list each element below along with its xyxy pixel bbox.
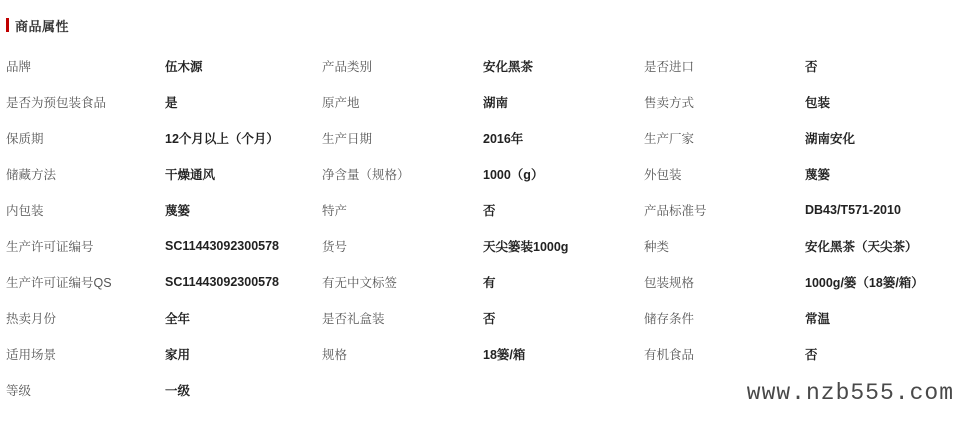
table-row (0, 156, 962, 192)
attribute-value: 包装 (805, 96, 831, 110)
attribute-value: SC11443092300578 (165, 275, 280, 289)
attribute-label: 有机食品 (644, 348, 695, 362)
attribute-label: 品牌 (6, 60, 32, 74)
attribute-value: 18篓/箱 (483, 348, 526, 362)
attribute-value: 2016年 (483, 132, 524, 146)
attribute-label: 外包装 (644, 168, 682, 182)
section-header (0, 0, 962, 46)
attribute-value: 安化黑茶 (483, 60, 534, 74)
attribute-value (483, 372, 644, 408)
attribute-label: 特产 (322, 204, 348, 218)
attribute-label: 生产许可证编号 (6, 240, 94, 254)
accent-bar-icon (6, 18, 9, 32)
attribute-label: 生产日期 (322, 132, 373, 146)
attribute-value: 否 (805, 60, 818, 74)
attribute-label: 种类 (644, 240, 670, 254)
attribute-label: 储藏方法 (6, 168, 57, 182)
table-row (0, 48, 962, 84)
attribute-value: 湖南 (483, 96, 509, 110)
attribute-value: 湖南安化 (805, 132, 856, 146)
table-row (0, 192, 962, 228)
attribute-label: 生产厂家 (644, 132, 695, 146)
attribute-value: DB43/T571-2010 (805, 203, 901, 217)
table-row (0, 84, 962, 120)
attribute-label: 包装规格 (644, 276, 695, 290)
attribute-value: 蔑篓 (165, 204, 191, 218)
site-watermark: www.nzb555.com (746, 380, 954, 406)
attribute-label: 是否进口 (644, 60, 695, 74)
attribute-value: 1000（g） (483, 168, 544, 182)
attribute-value: 否 (483, 312, 496, 326)
table-row (0, 228, 962, 264)
page-title: 商品属性 (15, 18, 70, 34)
attribute-value: 干燥通风 (165, 168, 216, 182)
attribute-label: 热卖月份 (6, 312, 57, 326)
attribute-value: 常温 (805, 312, 831, 326)
attribute-value: 一级 (165, 384, 191, 398)
attribute-value: 天尖篓装1000g (483, 240, 569, 254)
attribute-label: 规格 (322, 348, 348, 362)
attribute-value: 12个月以上（个月） (165, 132, 279, 146)
attribute-label: 是否礼盒装 (322, 312, 385, 326)
attributes-table (0, 48, 962, 408)
attribute-label: 是否为预包装食品 (6, 96, 107, 110)
attribute-value: 否 (805, 348, 818, 362)
attribute-label: 原产地 (322, 96, 360, 110)
attribute-value: 家用 (165, 348, 191, 362)
table-row (0, 264, 962, 300)
attribute-value: 全年 (165, 312, 191, 326)
attribute-value: SC11443092300578 (165, 239, 280, 253)
attribute-label: 储存条件 (644, 312, 695, 326)
attribute-label: 售卖方式 (644, 96, 695, 110)
table-row (0, 300, 962, 336)
attribute-label: 生产许可证编号QS (6, 276, 112, 290)
attribute-label: 净含量（规格） (322, 168, 410, 182)
attribute-label: 等级 (6, 384, 32, 398)
attribute-label: 产品类别 (322, 60, 373, 74)
attribute-value: 有 (483, 276, 496, 290)
attribute-label (322, 372, 483, 408)
attribute-value: 伍木源 (165, 60, 203, 74)
attribute-label: 产品标准号 (644, 204, 707, 218)
attribute-label: 有无中文标签 (322, 276, 398, 290)
attribute-label: 保质期 (6, 132, 44, 146)
attribute-value: 蔑篓 (805, 168, 831, 182)
attribute-value: 否 (483, 204, 496, 218)
table-row (0, 336, 962, 372)
attribute-label: 内包装 (6, 204, 44, 218)
attribute-value: 安化黑茶（天尖茶） (805, 240, 918, 254)
attribute-label: 适用场景 (6, 348, 57, 362)
attribute-label: 货号 (322, 240, 348, 254)
table-row (0, 120, 962, 156)
attribute-value: 1000g/篓（18篓/箱） (805, 276, 924, 290)
attribute-value: 是 (165, 96, 178, 110)
